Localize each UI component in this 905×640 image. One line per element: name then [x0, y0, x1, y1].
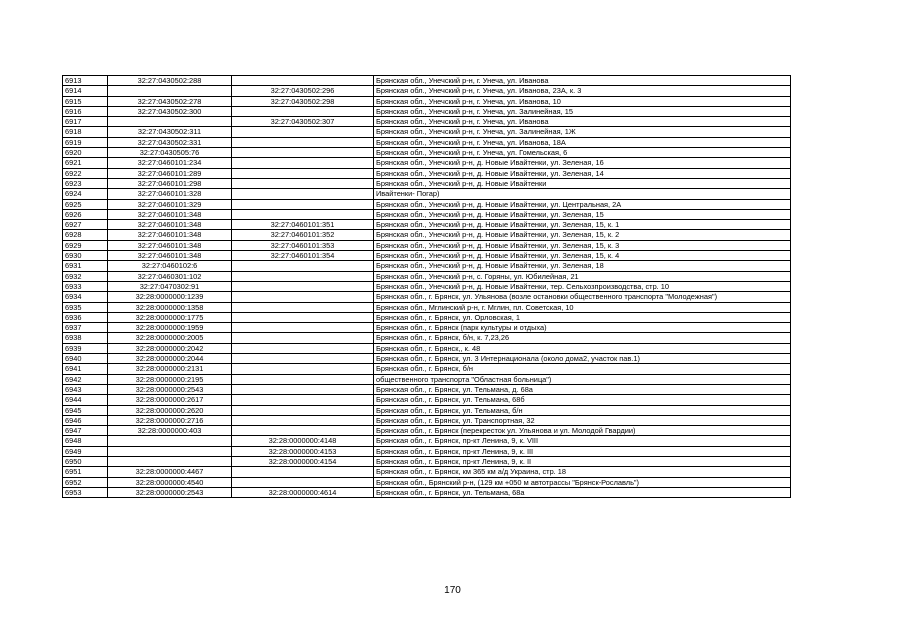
- table-row: [63, 137, 791, 147]
- cell-address: Брянская обл., г. Брянск,, к. 48: [374, 343, 791, 353]
- cell-address: Брянская обл., Унечский р-н, д. Новые Ивайтенки, ул. Зеленая, 14: [374, 168, 791, 178]
- cell-address: Брянская обл., г. Брянск, ул. 3 Интернационала (около дома2, участок пав.1): [374, 354, 791, 364]
- cell-address: Брянская обл., Унечский р-н, г. Унеча, ул. Иванова, 18А: [374, 137, 791, 147]
- cell-cadastral-number: 32:27:0460101:348: [108, 251, 232, 261]
- table-row: [63, 426, 791, 436]
- table-row: [63, 76, 791, 86]
- cell-number: 6916: [63, 106, 108, 116]
- cell-address: Брянская обл., Унечский р-н, д. Новые Ивайтенки, ул. Зеленая, 15, к. 1: [374, 220, 791, 230]
- cell-cadastral-number: 32:27:0430502:300: [108, 106, 232, 116]
- cell-cadastral-number: 32:28:0000000:1239: [108, 292, 232, 302]
- cell-cadastral-number-2: [232, 137, 374, 147]
- cell-cadastral-number-2: [232, 343, 374, 353]
- cell-cadastral-number: 32:28:0000000:2620: [108, 405, 232, 415]
- cell-cadastral-number: 32:27:0460101:298: [108, 178, 232, 188]
- cell-cadastral-number: 32:27:0460102:6: [108, 261, 232, 271]
- cell-address: Брянская обл., Мглинский р-н, г. Мглин, пл. Советская, 10: [374, 302, 791, 312]
- cell-cadastral-number: 32:27:0470302:91: [108, 281, 232, 291]
- cell-cadastral-number-2: 32:27:0430502:298: [232, 96, 374, 106]
- cell-address: Брянская обл., Унечский р-н, г. Унеча, ул. Иванова: [374, 117, 791, 127]
- cell-number: 6947: [63, 426, 108, 436]
- cell-cadastral-number: 32:28:0000000:1775: [108, 312, 232, 322]
- page-number: 170: [444, 585, 461, 596]
- cadastral-table: [62, 75, 791, 498]
- cell-number: 6924: [63, 189, 108, 199]
- cell-number: 6945: [63, 405, 108, 415]
- table-row: [63, 467, 791, 477]
- cell-number: 6938: [63, 333, 108, 343]
- cell-number: 6922: [63, 168, 108, 178]
- cell-cadastral-number: 32:28:0000000:2543: [108, 487, 232, 497]
- cell-address: Брянская обл., Унечский р-н, г. Унеча, ул. Залинейная, 15: [374, 106, 791, 116]
- table-row: [63, 343, 791, 353]
- table-row: [63, 364, 791, 374]
- cell-cadastral-number-2: [232, 261, 374, 271]
- cell-address: Брянская обл., Брянский р-н, (129 км +050 м автотрассы "Брянск-Рославль"): [374, 477, 791, 487]
- cell-address: Брянская обл., Унечский р-н, г. Унеча, ул. Залинейная, 1Ж: [374, 127, 791, 137]
- cell-number: 6926: [63, 209, 108, 219]
- cell-cadastral-number: 32:28:0000000:2042: [108, 343, 232, 353]
- cell-cadastral-number: 32:27:0460101:329: [108, 199, 232, 209]
- cell-address: Брянская обл., г. Брянск, ул. Транспортная, 32: [374, 415, 791, 425]
- cell-cadastral-number: 32:27:0430502:278: [108, 96, 232, 106]
- cell-cadastral-number: 32:28:0000000:2617: [108, 395, 232, 405]
- table-row: [63, 312, 791, 322]
- cell-cadastral-number-2: [232, 127, 374, 137]
- table-row: [63, 333, 791, 343]
- cell-address: Брянская обл., Унечский р-н, г. Унеча, ул. Иванова, 23А, к. 3: [374, 86, 791, 96]
- table-body: [63, 76, 791, 498]
- cell-address: Брянская обл., Унечский р-н, г. Унеча, ул. Иванова, 10: [374, 96, 791, 106]
- cell-address: Брянская обл., г. Брянск, ул. Орловская, 1: [374, 312, 791, 322]
- cell-number: 6918: [63, 127, 108, 137]
- cell-cadastral-number-2: [232, 76, 374, 86]
- cell-address: Брянская обл., Унечский р-н, д. Новые Ивайтенки, ул. Центральная, 2А: [374, 199, 791, 209]
- cell-number: 6936: [63, 312, 108, 322]
- cell-address: Брянская обл., Унечский р-н, д. Новые Ивайтенки, ул. Зеленая, 15, к. 3: [374, 240, 791, 250]
- cell-cadastral-number-2: [232, 405, 374, 415]
- cell-address: Брянская обл., Унечский р-н, д. Новые Ивайтенки, тер. Сельхозпроизводства, стр. 10: [374, 281, 791, 291]
- cell-cadastral-number-2: [232, 395, 374, 405]
- cell-number: 6944: [63, 395, 108, 405]
- cell-cadastral-number-2: [232, 364, 374, 374]
- table-row: [63, 251, 791, 261]
- cell-number: 6919: [63, 137, 108, 147]
- cell-cadastral-number-2: [232, 292, 374, 302]
- cell-cadastral-number-2: 32:27:0460101:353: [232, 240, 374, 250]
- cell-cadastral-number-2: [232, 199, 374, 209]
- cell-cadastral-number-2: [232, 374, 374, 384]
- cell-number: 6949: [63, 446, 108, 456]
- cell-number: 6933: [63, 281, 108, 291]
- cell-address: Брянская обл., Унечский р-н, д. Новые Ивайтенки: [374, 178, 791, 188]
- cell-cadastral-number: 32:28:0000000:403: [108, 426, 232, 436]
- cell-address: Брянская обл., Унечский р-н, с. Горяны, ул. Юбилейная, 21: [374, 271, 791, 281]
- table-row: [63, 446, 791, 456]
- table-row: [63, 281, 791, 291]
- cell-address: Брянская обл., Унечский р-н, д. Новые Ивайтенки, ул. Зеленая, 15, к. 2: [374, 230, 791, 240]
- cell-number: 6940: [63, 354, 108, 364]
- table-row: [63, 395, 791, 405]
- cell-cadastral-number: 32:27:0460101:289: [108, 168, 232, 178]
- table-row: [63, 230, 791, 240]
- cell-address: Брянская обл., г. Брянск, ул. Тельмана, б/н: [374, 405, 791, 415]
- cell-number: 6920: [63, 148, 108, 158]
- table-row: [63, 240, 791, 250]
- cell-number: 6941: [63, 364, 108, 374]
- cell-cadastral-number: 32:28:0000000:1358: [108, 302, 232, 312]
- cell-number: 6921: [63, 158, 108, 168]
- table-row: [63, 374, 791, 384]
- cell-cadastral-number: 32:28:0000000:2195: [108, 374, 232, 384]
- table-row: [63, 148, 791, 158]
- cell-number: 6923: [63, 178, 108, 188]
- cell-cadastral-number-2: 32:27:0460101:351: [232, 220, 374, 230]
- table-row: [63, 354, 791, 364]
- cell-cadastral-number-2: 32:27:0430502:307: [232, 117, 374, 127]
- cell-number: 6917: [63, 117, 108, 127]
- cell-cadastral-number-2: [232, 189, 374, 199]
- table-row: [63, 477, 791, 487]
- cell-cadastral-number-2: [232, 178, 374, 188]
- cell-cadastral-number-2: 32:28:0000000:4614: [232, 487, 374, 497]
- cell-cadastral-number-2: [232, 333, 374, 343]
- cell-address: Брянская обл., Унечский р-н, д. Новые Ивайтенки, ул. Зеленая, 18: [374, 261, 791, 271]
- cell-cadastral-number: [108, 117, 232, 127]
- cell-number: 6948: [63, 436, 108, 446]
- cell-number: 6915: [63, 96, 108, 106]
- table-row: [63, 158, 791, 168]
- cell-number: 6943: [63, 384, 108, 394]
- cell-address: Брянская обл., г. Брянск, пр-кт Ленина, 9, к. III: [374, 446, 791, 456]
- table-row: [63, 168, 791, 178]
- cell-cadastral-number: 32:28:0000000:4540: [108, 477, 232, 487]
- cell-cadastral-number-2: [232, 426, 374, 436]
- table-row: [63, 302, 791, 312]
- cell-number: 6927: [63, 220, 108, 230]
- cell-number: 6931: [63, 261, 108, 271]
- cell-cadastral-number: 32:28:0000000:2005: [108, 333, 232, 343]
- cell-cadastral-number-2: [232, 302, 374, 312]
- cell-cadastral-number-2: [232, 384, 374, 394]
- cell-cadastral-number: 32:28:0000000:2716: [108, 415, 232, 425]
- cell-address: общественного транспорта "Областная больница"): [374, 374, 791, 384]
- cell-number: 6953: [63, 487, 108, 497]
- table-row: [63, 86, 791, 96]
- table-row: [63, 127, 791, 137]
- cell-number: 6925: [63, 199, 108, 209]
- cell-number: 6914: [63, 86, 108, 96]
- cell-cadastral-number: [108, 446, 232, 456]
- table-row: [63, 271, 791, 281]
- table-row: [63, 292, 791, 302]
- cell-number: 6934: [63, 292, 108, 302]
- cell-cadastral-number: 32:27:0460101:348: [108, 240, 232, 250]
- cell-cadastral-number-2: [232, 271, 374, 281]
- table-row: [63, 415, 791, 425]
- cell-address: Брянская обл., г. Брянск, ул. Ульянова (возле остановки общественного транспорта "Молодежная"): [374, 292, 791, 302]
- table-row: [63, 323, 791, 333]
- cell-cadastral-number-2: [232, 477, 374, 487]
- table-row: [63, 199, 791, 209]
- table-row: [63, 106, 791, 116]
- table-row: [63, 220, 791, 230]
- cell-cadastral-number: 32:27:0430502:288: [108, 76, 232, 86]
- cell-cadastral-number-2: 32:28:0000000:4153: [232, 446, 374, 456]
- cell-cadastral-number: 32:28:0000000:2044: [108, 354, 232, 364]
- cell-cadastral-number-2: [232, 354, 374, 364]
- table-row: [63, 96, 791, 106]
- cell-address: Брянская обл., г. Брянск, пр-кт Ленина, 9, к. II: [374, 456, 791, 466]
- cell-cadastral-number: 32:27:0460301:102: [108, 271, 232, 281]
- cell-address: Брянская обл., г. Брянск, ул. Тельмана, 68а: [374, 487, 791, 497]
- cell-address: Брянская обл., г. Брянск, ул. Тельмана, 68б: [374, 395, 791, 405]
- cell-cadastral-number: 32:27:0430502:331: [108, 137, 232, 147]
- cell-address: Брянская обл., г. Брянск, б/н, к. 7,23,26: [374, 333, 791, 343]
- cell-cadastral-number-2: [232, 209, 374, 219]
- cell-cadastral-number: [108, 436, 232, 446]
- table-row: [63, 456, 791, 466]
- cell-cadastral-number: 32:27:0460101:328: [108, 189, 232, 199]
- cell-cadastral-number: 32:27:0460101:234: [108, 158, 232, 168]
- cell-number: 6937: [63, 323, 108, 333]
- cell-cadastral-number: 32:27:0460101:348: [108, 220, 232, 230]
- cell-cadastral-number-2: 32:28:0000000:4148: [232, 436, 374, 446]
- cell-cadastral-number: [108, 86, 232, 96]
- cell-number: 6913: [63, 76, 108, 86]
- cell-address: Брянская обл., Унечский р-н, д. Новые Ивайтенки, ул. Зеленая, 15: [374, 209, 791, 219]
- cell-address: Ивайтенки- Погар): [374, 189, 791, 199]
- cell-number: 6950: [63, 456, 108, 466]
- cell-address: Брянская обл., г. Брянск, пр-кт Ленина, 9, к. VIII: [374, 436, 791, 446]
- cell-cadastral-number: 32:28:0000000:2131: [108, 364, 232, 374]
- cell-cadastral-number: 32:28:0000000:1959: [108, 323, 232, 333]
- cell-number: 6930: [63, 251, 108, 261]
- table-row: [63, 117, 791, 127]
- cell-cadastral-number-2: 32:27:0460101:352: [232, 230, 374, 240]
- cell-cadastral-number: 32:27:0460101:348: [108, 230, 232, 240]
- cell-address: Брянская обл., Унечский р-н, г. Унеча, ул. Гомельская, 6: [374, 148, 791, 158]
- cell-cadastral-number-2: [232, 415, 374, 425]
- table-row: [63, 209, 791, 219]
- cell-address: Брянская обл., г. Брянск, км 365 км а/д Украина, стр. 18: [374, 467, 791, 477]
- cell-cadastral-number-2: 32:28:0000000:4154: [232, 456, 374, 466]
- cell-cadastral-number-2: [232, 106, 374, 116]
- cell-cadastral-number: 32:28:0000000:2543: [108, 384, 232, 394]
- cell-address: Брянская обл., г. Брянск, б/н: [374, 364, 791, 374]
- cell-address: Брянская обл., г. Брянск (парк культуры и отдыха): [374, 323, 791, 333]
- cell-cadastral-number-2: [232, 168, 374, 178]
- cell-number: 6952: [63, 477, 108, 487]
- cell-cadastral-number: 32:27:0430505:76: [108, 148, 232, 158]
- cell-number: 6942: [63, 374, 108, 384]
- cell-cadastral-number: 32:27:0460101:348: [108, 209, 232, 219]
- table-row: [63, 189, 791, 199]
- table-row: [63, 405, 791, 415]
- cell-address: Брянская обл., Унечский р-н, д. Новые Ивайтенки, ул. Зеленая, 16: [374, 158, 791, 168]
- cell-address: Брянская обл., Унечский р-н, г. Унеча, ул. Иванова: [374, 76, 791, 86]
- cell-cadastral-number-2: [232, 148, 374, 158]
- cell-address: Брянская обл., г. Брянск, ул. Тельмана, д. 68а: [374, 384, 791, 394]
- cell-number: 6935: [63, 302, 108, 312]
- cell-cadastral-number: [108, 456, 232, 466]
- table-row: [63, 384, 791, 394]
- cell-cadastral-number-2: [232, 467, 374, 477]
- cell-cadastral-number: 32:27:0430502:311: [108, 127, 232, 137]
- cell-number: 6946: [63, 415, 108, 425]
- cell-cadastral-number-2: 32:27:0460101:354: [232, 251, 374, 261]
- cell-address: Брянская обл., г. Брянск (перекресток ул. Ульянова и ул. Молодой Гвардии): [374, 426, 791, 436]
- cell-number: 6932: [63, 271, 108, 281]
- cell-cadastral-number-2: [232, 281, 374, 291]
- cell-address: Брянская обл., Унечский р-н, д. Новые Ивайтенки, ул. Зеленая, 15, к. 4: [374, 251, 791, 261]
- table-row: [63, 487, 791, 497]
- cell-cadastral-number-2: [232, 312, 374, 322]
- cell-cadastral-number-2: [232, 158, 374, 168]
- table-row: [63, 178, 791, 188]
- table-row: [63, 261, 791, 271]
- cell-number: 6928: [63, 230, 108, 240]
- cell-cadastral-number-2: [232, 323, 374, 333]
- cell-cadastral-number-2: 32:27:0430502:296: [232, 86, 374, 96]
- cell-cadastral-number: 32:28:0000000:4467: [108, 467, 232, 477]
- cell-number: 6929: [63, 240, 108, 250]
- cell-number: 6951: [63, 467, 108, 477]
- table-row: [63, 436, 791, 446]
- cell-number: 6939: [63, 343, 108, 353]
